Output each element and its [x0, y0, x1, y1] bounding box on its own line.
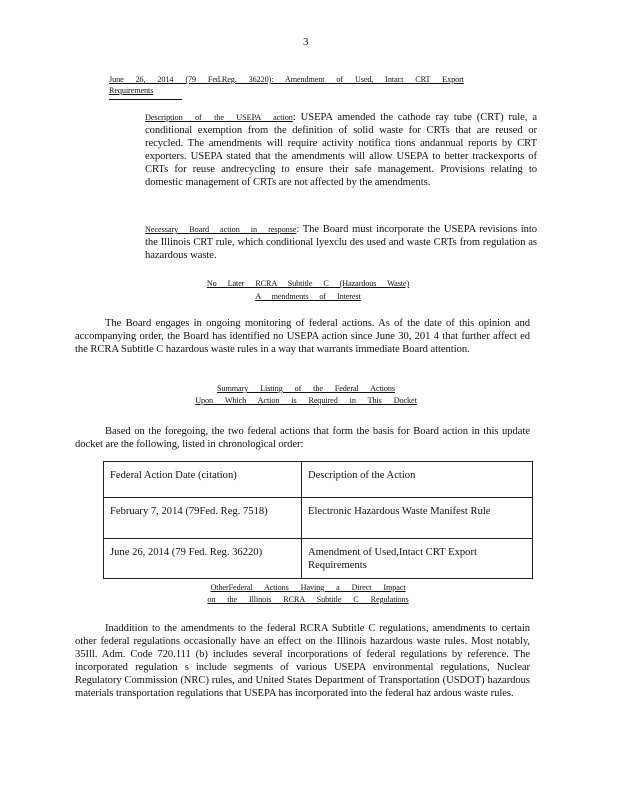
- heading-underline: [109, 99, 182, 100]
- section-heading-summary: [168, 384, 444, 405]
- board-action-text: : The Board must incorporate the USEPA revisions into the Illinois CRT rule, which conditional lyexclu des used and waste CRTs from regulation as hazardous waste.: [145, 224, 537, 262]
- section-heading-other-actions: [180, 583, 436, 604]
- board-action-block: [145, 223, 537, 262]
- heading2-line1: No Later RCRA Subtitle C (Hazardous Waste): [206, 279, 410, 288]
- federal-actions-table: [103, 461, 533, 579]
- heading3-line1: Summary Listing of the Federal Actions: [217, 384, 395, 393]
- section-heading-line1: June 26, 2014 (79 Fed.Reg. 36220): Amendment of Used, Intact CRT Export: [109, 75, 464, 84]
- table-header-row: [104, 462, 533, 498]
- table-header-cell: Federal Action Date (citation): [104, 462, 302, 498]
- paragraph-monitoring: [75, 317, 530, 356]
- paragraph-other-regulations: [75, 622, 530, 701]
- table-row: [104, 539, 533, 579]
- section-heading-line2: Requirements: [109, 86, 154, 95]
- section-heading-crt: [109, 75, 509, 95]
- paragraph-foregoing-text: Based on the foregoing, the two federal actions that form the basis for Board action in this update docket are the following, listed in chronological order:: [75, 426, 530, 451]
- paragraph-other-regulations-text: Inaddition to the amendments to the federal RCRA Subtitle C regulations, amendments to certain other federal regulations occasionally have an effect on the Illinois hazardous waste rules. Most notably, 35Ill. Adm. Code 720.111 (b) includes several incorporations of federal regulations by reference. The incorporated regulation s include segments of various USEPA environmental regulations, Nuclear Regulatory Commission (NRC) rules, and United States Department of Transportation (USDOT) hazardous materials transportation regulations that USEPA has incorporated into the federal haz ardous waste rules.: [75, 623, 530, 700]
- table-row: [104, 498, 533, 539]
- page-number: 3: [303, 36, 309, 48]
- paragraph-monitoring-text: The Board engages in ongoing monitoring of federal actions. As of the date of this opinion and accompanying order, the Board has identified no USEPA action since June 30, 201 4 that further affect ed the RCRA Subtitle C hazardous waste rules in a way that warrants immediate Board attention.: [75, 318, 530, 356]
- description-text: : USEPA amended the cathode ray tube (CRT) rule, a conditional exemption from the definition of solid waste for CRTs that are reused or recycled. The amendments will require activity notifica tions andannual reports by CRT exporters. USEPA stated that the amendments will allow USEPA to better trackexports of CRTs for reuse andrecycling to ensure their safe management. Provisions relating to domestic management of CRTs are not affected by the amendments.: [145, 112, 537, 189]
- table-header-cell: Description of the Action: [302, 462, 533, 498]
- heading4-line2: on the Illinois RCRA Subtitle C Regulations: [207, 595, 409, 604]
- table-cell: Amendment of Used,Intact CRT Export Requirements: [302, 539, 533, 579]
- table-cell: Electronic Hazardous Waste Manifest Rule: [302, 498, 533, 539]
- heading3-line2: Upon Which Action is Required in This Docket: [195, 396, 417, 405]
- paragraph-foregoing: [75, 425, 530, 451]
- description-block: [145, 111, 537, 190]
- table-cell: February 7, 2014 (79Fed. Reg. 7518): [104, 498, 302, 539]
- table-cell: June 26, 2014 (79 Fed. Reg. 36220): [104, 539, 302, 579]
- heading2-line2: A mendments of Interest: [255, 292, 361, 301]
- section-heading-amendments: [180, 279, 436, 301]
- description-label: Description of the USEPA action: [145, 113, 293, 122]
- board-action-label: Necessary Board action in response: [145, 225, 297, 234]
- heading4-line1: OtherFederal Actions Having a Direct Impact: [210, 583, 406, 592]
